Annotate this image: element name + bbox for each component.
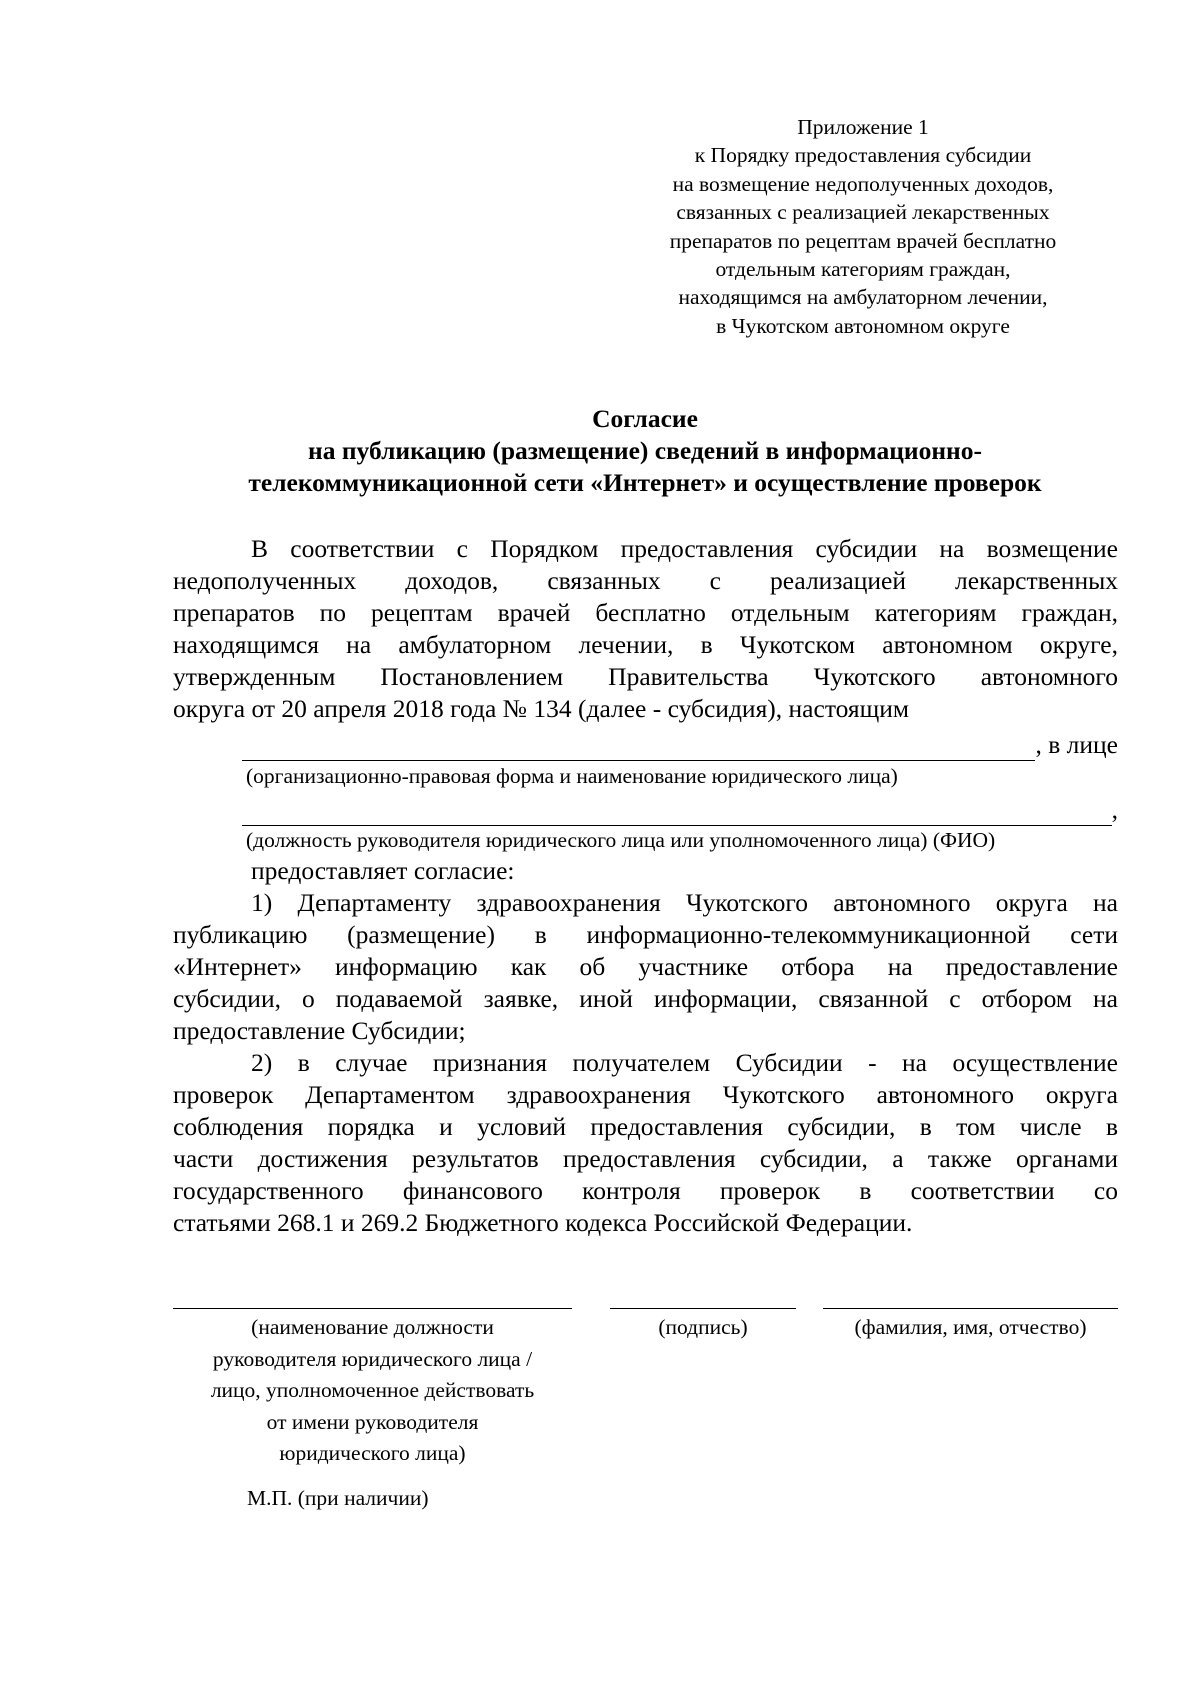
appendix-line: в Чукотском автономном округе (716, 313, 1010, 338)
intro-paragraph (173, 533, 1118, 725)
document-title (120, 403, 1170, 499)
appendix-line: находящимся на амбулаторном лечении, (678, 285, 1048, 310)
caption-line: руководителя юридического лица / (212, 1346, 533, 1371)
consent-item-1 (173, 887, 1118, 1047)
consent-item-2 (173, 1047, 1118, 1239)
title-line: на публикацию (размещение) сведений в информационно- (308, 436, 982, 465)
paragraph-line: публикацию (размещение) в информационно-телекоммуникационной сети (173, 920, 1118, 949)
legal-entity-suffix: , в лице (1035, 730, 1118, 759)
paragraph-line: статьями 268.1 и 269.2 Бюджетного кодекса Российской Федерации. (173, 1208, 913, 1237)
legal-entity-caption: (организационно-правовая форма и наименование юридического лица) (246, 764, 898, 788)
paragraph-line: находящимся на амбулаторном лечении, в Чукотском автономном округе, (173, 630, 1118, 659)
appendix-header (663, 113, 1063, 340)
representative-field[interactable] (242, 794, 1118, 826)
paragraph-line: «Интернет» информацию как об участнике отбора на предоставление (173, 952, 1118, 981)
full-name-line[interactable] (823, 1308, 1118, 1309)
paragraph-line: предоставление Субсидии; (173, 1016, 466, 1045)
appendix-line: связанных с реализацией лекарственных (676, 200, 1050, 225)
paragraph-line: недополученных доходов, связанных с реализацией лекарственных (173, 566, 1118, 595)
appendix-line: Приложение 1 (797, 115, 929, 139)
paragraph-line: 2) в случае признания получателем Субсидии - на осуществление (251, 1048, 1118, 1077)
paragraph-line: округа от 20 апреля 2018 года № 134 (далее - субсидия), настоящим (173, 694, 910, 723)
legal-entity-field[interactable] (242, 729, 1118, 761)
appendix-line: на возмещение недополученных доходов, (672, 171, 1054, 196)
appendix-line: отдельным категориям граждан, (715, 257, 1011, 282)
caption-line: юридического лица) (279, 1441, 466, 1465)
appendix-line: препаратов по рецептам врачей бесплатно (669, 228, 1057, 253)
caption-line: (наименование должности (251, 1315, 494, 1339)
paragraph-line: части достижения результатов предоставления субсидии, а также органами (173, 1144, 1118, 1173)
consent-statement: предоставляет согласие: (251, 856, 515, 885)
title-line: телекоммуникационной сети «Интернет» и осуществление проверок (248, 468, 1042, 497)
paragraph-line: утвержденным Постановлением Правительства Чукотского автономного (173, 662, 1118, 691)
title-line: Согласие (592, 404, 698, 433)
paragraph-line: В соответствии с Порядком предоставления субсидии на возмещение (251, 534, 1118, 563)
appendix-line: к Порядку предоставления субсидии (694, 143, 1032, 168)
paragraph-line: соблюдения порядка и условий предоставления субсидии, в том числе в (173, 1112, 1118, 1141)
caption-line: от имени руководителя (266, 1409, 479, 1434)
paragraph-line: препаратов по рецептам врачей бесплатно отдельным категориям граждан, (173, 598, 1118, 627)
paragraph-line: 1) Департаменту здравоохранения Чукотского автономного округа на (251, 888, 1118, 917)
caption-line: лицо, уполномоченное действовать (210, 1378, 535, 1402)
full-name-caption: (фамилия, имя, отчество) (854, 1315, 1087, 1339)
paragraph-line: государственного финансового контроля проверок в соответствии со (173, 1176, 1118, 1205)
representative-blank[interactable] (242, 801, 1112, 826)
representative-caption: (должность руководителя юридического лица или уполномоченного лица) (ФИО) (246, 828, 996, 852)
legal-entity-blank[interactable] (242, 736, 1035, 761)
signature-caption: (подпись) (658, 1315, 748, 1339)
paragraph-line: субсидии, о подаваемой заявке, иной информации, связанной с отбором на (173, 984, 1118, 1013)
stamp-place: М.П. (при наличии) (247, 1486, 429, 1510)
position-caption (173, 1312, 572, 1470)
signature-line[interactable] (610, 1308, 796, 1309)
position-signature-line[interactable] (173, 1308, 572, 1309)
representative-suffix: , (1111, 795, 1118, 824)
paragraph-line: проверок Департаментом здравоохранения Чукотского автономного округа (173, 1080, 1118, 1109)
